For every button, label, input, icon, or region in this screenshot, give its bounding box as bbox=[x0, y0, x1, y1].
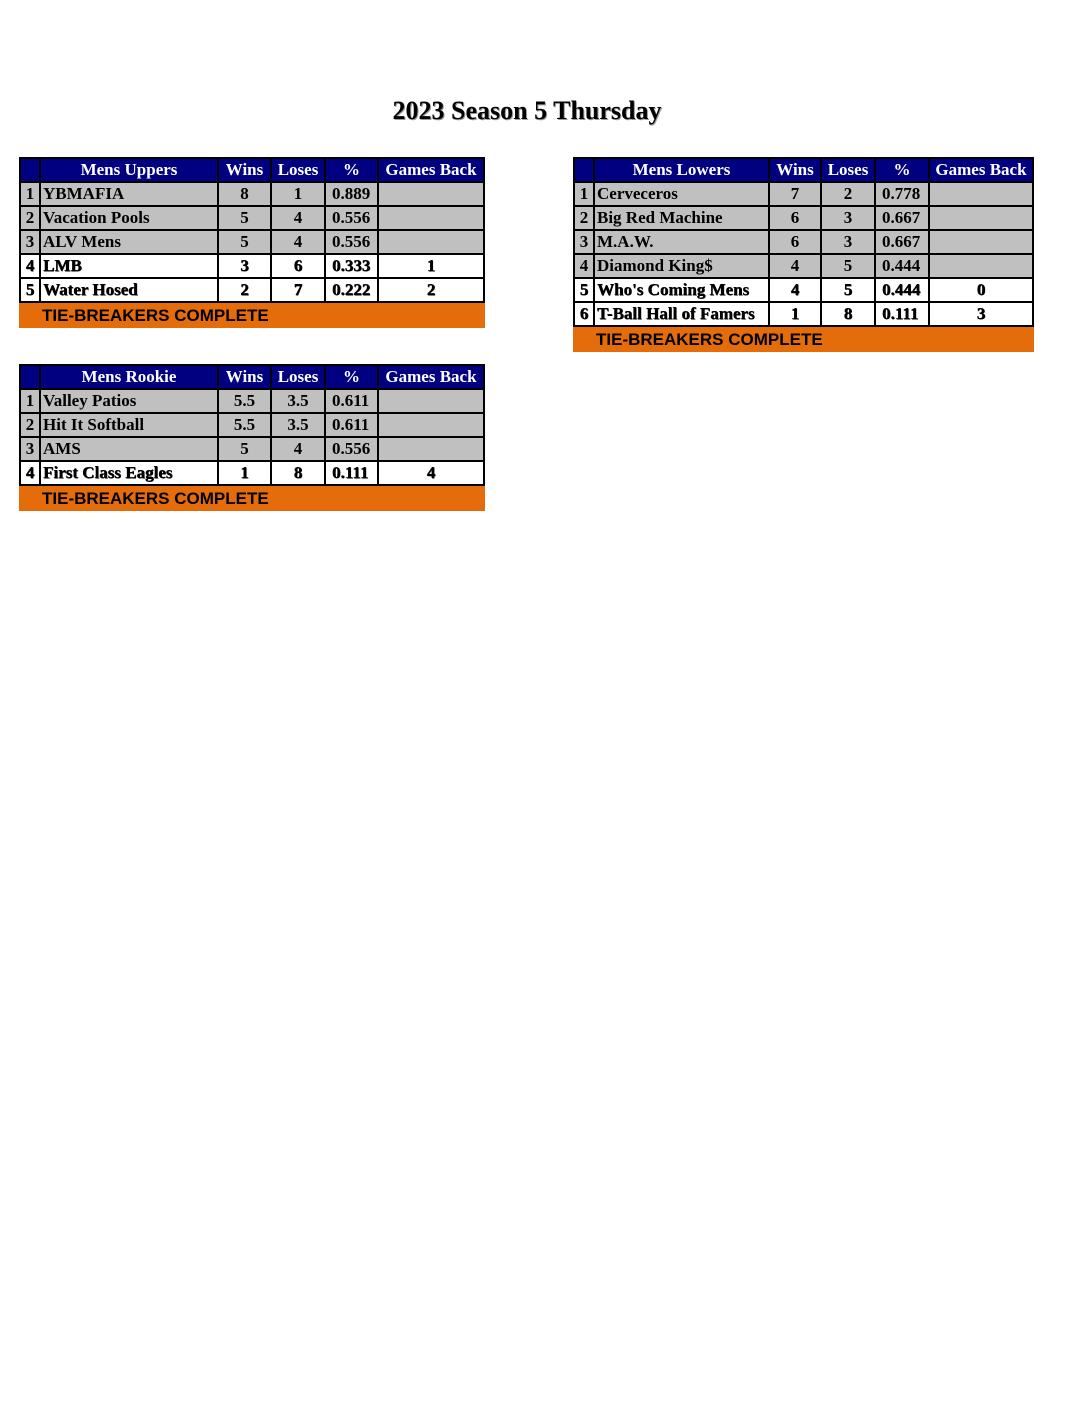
table-row bbox=[20, 230, 484, 254]
table-row bbox=[20, 437, 484, 461]
games-back-cell: 1 bbox=[378, 254, 484, 278]
team-cell: Hit It Softball bbox=[40, 413, 218, 437]
table-row bbox=[574, 206, 1033, 230]
team-cell: T-Ball Hall of Famers bbox=[594, 302, 769, 326]
team-cell: ALV Mens bbox=[40, 230, 218, 254]
pct-cell: 0.111 bbox=[875, 302, 929, 326]
wins-cell: 8 bbox=[218, 182, 271, 206]
loses-header: Loses bbox=[821, 158, 875, 182]
standings-table-mens-uppers bbox=[19, 157, 485, 303]
pct-header: % bbox=[325, 365, 378, 389]
games-back-cell: 0 bbox=[929, 278, 1033, 302]
wins-cell: 5 bbox=[218, 206, 271, 230]
loses-cell: 4 bbox=[271, 206, 325, 230]
table-row-eliminated bbox=[20, 461, 484, 485]
wins-header: Wins bbox=[218, 158, 271, 182]
games-back-header: Games Back bbox=[378, 158, 484, 182]
games-back-cell bbox=[378, 413, 484, 437]
pct-cell: 0.222 bbox=[325, 278, 378, 302]
division-name-header: Mens Rookie bbox=[40, 365, 218, 389]
table-row-eliminated bbox=[20, 278, 484, 302]
tie-breakers-banner: TIE-BREAKERS COMPLETE bbox=[573, 327, 1034, 352]
table-row-eliminated bbox=[20, 254, 484, 278]
games-back-header: Games Back bbox=[929, 158, 1033, 182]
wins-cell: 4 bbox=[769, 278, 821, 302]
team-cell: Cerveceros bbox=[594, 182, 769, 206]
wins-header: Wins bbox=[769, 158, 821, 182]
division-mens-rookie bbox=[19, 364, 485, 511]
team-cell: YBMAFIA bbox=[40, 182, 218, 206]
rank-cell: 3 bbox=[20, 437, 40, 461]
rank-cell: 3 bbox=[20, 230, 40, 254]
pct-cell: 0.667 bbox=[875, 230, 929, 254]
games-back-cell bbox=[929, 206, 1033, 230]
tie-breakers-banner: TIE-BREAKERS COMPLETE bbox=[19, 303, 485, 328]
loses-header: Loses bbox=[271, 365, 325, 389]
games-back-cell bbox=[929, 254, 1033, 278]
rank-header bbox=[574, 158, 594, 182]
loses-cell: 8 bbox=[821, 302, 875, 326]
rank-cell: 5 bbox=[574, 278, 594, 302]
wins-cell: 6 bbox=[769, 230, 821, 254]
wins-cell: 1 bbox=[218, 461, 271, 485]
wins-cell: 5.5 bbox=[218, 413, 271, 437]
table-row bbox=[20, 182, 484, 206]
table-row bbox=[20, 206, 484, 230]
table-row bbox=[574, 182, 1033, 206]
tie-breakers-banner: TIE-BREAKERS COMPLETE bbox=[19, 486, 485, 511]
loses-cell: 4 bbox=[271, 230, 325, 254]
pct-cell: 0.556 bbox=[325, 230, 378, 254]
games-back-cell bbox=[378, 437, 484, 461]
table-row-eliminated bbox=[574, 278, 1033, 302]
pct-cell: 0.556 bbox=[325, 206, 378, 230]
games-back-cell bbox=[378, 389, 484, 413]
games-back-cell bbox=[378, 230, 484, 254]
table-header-row bbox=[20, 158, 484, 182]
rank-cell: 2 bbox=[574, 206, 594, 230]
loses-cell: 5 bbox=[821, 278, 875, 302]
rank-cell: 4 bbox=[20, 461, 40, 485]
loses-header: Loses bbox=[271, 158, 325, 182]
games-back-cell bbox=[378, 182, 484, 206]
rank-header bbox=[20, 365, 40, 389]
rank-cell: 6 bbox=[574, 302, 594, 326]
pct-cell: 0.889 bbox=[325, 182, 378, 206]
pct-header: % bbox=[875, 158, 929, 182]
wins-cell: 3 bbox=[218, 254, 271, 278]
wins-cell: 7 bbox=[769, 182, 821, 206]
loses-cell: 8 bbox=[271, 461, 325, 485]
rank-cell: 4 bbox=[20, 254, 40, 278]
rank-cell: 2 bbox=[20, 413, 40, 437]
team-cell: Diamond King$ bbox=[594, 254, 769, 278]
team-cell: Water Hosed bbox=[40, 278, 218, 302]
division-mens-lowers bbox=[573, 157, 1034, 352]
pct-cell: 0.556 bbox=[325, 437, 378, 461]
loses-cell: 3 bbox=[821, 230, 875, 254]
wins-cell: 5 bbox=[218, 437, 271, 461]
loses-cell: 3.5 bbox=[271, 389, 325, 413]
page-title: 2023 Season 5 Thursday bbox=[392, 96, 662, 125]
team-cell: Big Red Machine bbox=[594, 206, 769, 230]
pct-cell: 0.444 bbox=[875, 278, 929, 302]
pct-cell: 0.667 bbox=[875, 206, 929, 230]
rank-cell: 1 bbox=[20, 182, 40, 206]
games-back-cell bbox=[378, 206, 484, 230]
rank-cell: 2 bbox=[20, 206, 40, 230]
team-cell: AMS bbox=[40, 437, 218, 461]
rank-cell: 5 bbox=[20, 278, 40, 302]
team-cell: First Class Eagles bbox=[40, 461, 218, 485]
team-cell: M.A.W. bbox=[594, 230, 769, 254]
wins-cell: 5.5 bbox=[218, 389, 271, 413]
team-cell: Valley Patios bbox=[40, 389, 218, 413]
loses-cell: 2 bbox=[821, 182, 875, 206]
pct-cell: 0.111 bbox=[325, 461, 378, 485]
division-mens-uppers bbox=[19, 157, 485, 328]
team-cell: Vacation Pools bbox=[40, 206, 218, 230]
games-back-header: Games Back bbox=[378, 365, 484, 389]
table-header-row bbox=[574, 158, 1033, 182]
games-back-cell bbox=[929, 182, 1033, 206]
division-name-header: Mens Lowers bbox=[594, 158, 769, 182]
table-row bbox=[574, 230, 1033, 254]
wins-cell: 4 bbox=[769, 254, 821, 278]
pct-cell: 0.444 bbox=[875, 254, 929, 278]
pct-cell: 0.333 bbox=[325, 254, 378, 278]
pct-cell: 0.611 bbox=[325, 413, 378, 437]
loses-cell: 1 bbox=[271, 182, 325, 206]
table-row-eliminated bbox=[574, 302, 1033, 326]
loses-cell: 7 bbox=[271, 278, 325, 302]
loses-cell: 6 bbox=[271, 254, 325, 278]
division-name-header: Mens Uppers bbox=[40, 158, 218, 182]
table-row bbox=[574, 254, 1033, 278]
rank-cell: 1 bbox=[20, 389, 40, 413]
standings-table-mens-lowers bbox=[573, 157, 1034, 327]
loses-cell: 3.5 bbox=[271, 413, 325, 437]
loses-cell: 4 bbox=[271, 437, 325, 461]
team-cell: LMB bbox=[40, 254, 218, 278]
pct-header: % bbox=[325, 158, 378, 182]
standings-table-mens-rookie bbox=[19, 364, 485, 486]
loses-cell: 5 bbox=[821, 254, 875, 278]
table-row bbox=[20, 413, 484, 437]
table-header-row bbox=[20, 365, 484, 389]
wins-cell: 2 bbox=[218, 278, 271, 302]
rank-cell: 4 bbox=[574, 254, 594, 278]
games-back-cell: 4 bbox=[378, 461, 484, 485]
wins-cell: 6 bbox=[769, 206, 821, 230]
rank-cell: 3 bbox=[574, 230, 594, 254]
team-cell: Who's Coming Mens bbox=[594, 278, 769, 302]
rank-header bbox=[20, 158, 40, 182]
games-back-cell bbox=[929, 230, 1033, 254]
wins-cell: 5 bbox=[218, 230, 271, 254]
table-row bbox=[20, 389, 484, 413]
loses-cell: 3 bbox=[821, 206, 875, 230]
wins-cell: 1 bbox=[769, 302, 821, 326]
games-back-cell: 2 bbox=[378, 278, 484, 302]
rank-cell: 1 bbox=[574, 182, 594, 206]
pct-cell: 0.611 bbox=[325, 389, 378, 413]
wins-header: Wins bbox=[218, 365, 271, 389]
pct-cell: 0.778 bbox=[875, 182, 929, 206]
games-back-cell: 3 bbox=[929, 302, 1033, 326]
